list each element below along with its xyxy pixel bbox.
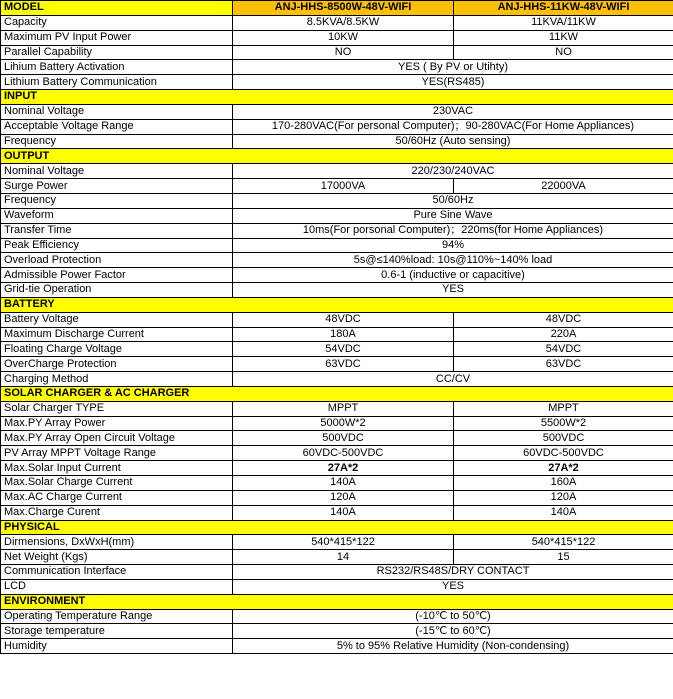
spec-label: Operating Temperature Range bbox=[1, 609, 233, 624]
spec-row bbox=[1, 134, 673, 149]
section-header-row bbox=[1, 297, 673, 312]
spec-value-span: 50/60Hz bbox=[233, 193, 673, 208]
spec-row bbox=[1, 327, 673, 342]
spec-label: Admissible Power Factor bbox=[1, 268, 233, 283]
spec-value-span: 5s@≤140%load: 10s@110%~140% load bbox=[233, 253, 673, 268]
section-header: ENVIRONMENT bbox=[1, 594, 673, 609]
spec-label: Storage temperature bbox=[1, 624, 233, 639]
spec-value-span: 0.6-1 (inductive or capacitive) bbox=[233, 268, 673, 283]
spec-label: Maximum PV Input Power bbox=[1, 30, 233, 45]
model-name-b: ANJ-HHS-11KW-48V-WIFI bbox=[454, 1, 673, 16]
spec-value-v1: 17000VA bbox=[233, 179, 454, 194]
spec-value-v2: 60VDC-500VDC bbox=[454, 446, 673, 461]
spec-value-span: 94% bbox=[233, 238, 673, 253]
spec-row bbox=[1, 609, 673, 624]
spec-label: Humidity bbox=[1, 639, 233, 654]
spec-value-span: YES bbox=[233, 579, 673, 594]
spec-row bbox=[1, 15, 673, 30]
spec-value-v2: 54VDC bbox=[454, 342, 673, 357]
spec-label: Peak Efficiency bbox=[1, 238, 233, 253]
spec-label: Dirmensions, DxWxH(mm) bbox=[1, 535, 233, 550]
spec-label: Communication Interface bbox=[1, 565, 233, 580]
spec-row bbox=[1, 624, 673, 639]
spec-value-v1: 54VDC bbox=[233, 342, 454, 357]
spec-value-span: (-10℃ to 50℃) bbox=[233, 609, 673, 624]
spec-row bbox=[1, 253, 673, 268]
spec-row bbox=[1, 550, 673, 565]
spec-row bbox=[1, 238, 673, 253]
spec-value-v2: 11KVA/11KW bbox=[454, 15, 673, 30]
spec-label: Transfer Time bbox=[1, 223, 233, 238]
spec-row bbox=[1, 30, 673, 45]
spec-value-v1: 140A bbox=[233, 505, 454, 520]
spec-value-v1: 120A bbox=[233, 490, 454, 505]
spec-value-v1: 8.5KVA/8.5KW bbox=[233, 15, 454, 30]
spec-label: Max.AC Charge Current bbox=[1, 490, 233, 505]
spec-label: Max.Solar Charge Current bbox=[1, 476, 233, 491]
spec-value-span: 50/60Hz (Auto sensing) bbox=[233, 134, 673, 149]
model-name-a: ANJ-HHS-8500W-48V-WIFI bbox=[233, 1, 454, 16]
spec-row bbox=[1, 45, 673, 60]
spec-value-v1: 5000W*2 bbox=[233, 416, 454, 431]
spec-row bbox=[1, 104, 673, 119]
spec-value-v1: 48VDC bbox=[233, 312, 454, 327]
spec-value-v1: 27A*2 bbox=[233, 461, 454, 476]
spec-row bbox=[1, 476, 673, 491]
spec-row bbox=[1, 401, 673, 416]
spec-value-span: 10ms(For porsonal Computer)；220ms(for Home Appliances) bbox=[233, 223, 673, 238]
spec-value-span: RS232/RS48S/DRY CONTACT bbox=[233, 565, 673, 580]
spec-row bbox=[1, 342, 673, 357]
spec-value-v2: MPPT bbox=[454, 401, 673, 416]
spec-label: Acceptable Voltage Range bbox=[1, 119, 233, 134]
spec-value-v1: 180A bbox=[233, 327, 454, 342]
spec-value-v2: 120A bbox=[454, 490, 673, 505]
section-header: INPUT bbox=[1, 90, 673, 105]
spec-row bbox=[1, 75, 673, 90]
spec-row bbox=[1, 446, 673, 461]
spec-row bbox=[1, 579, 673, 594]
spec-value-span: 220/230/240VAC bbox=[233, 164, 673, 179]
spec-value-v2: 15 bbox=[454, 550, 673, 565]
spec-label: Max.Solar Input Current bbox=[1, 461, 233, 476]
spec-label: Floating Charge Voltage bbox=[1, 342, 233, 357]
section-header: PHYSICAL bbox=[1, 520, 673, 535]
spec-value-v2: 63VDC bbox=[454, 357, 673, 372]
spec-value-v2: 27A*2 bbox=[454, 461, 673, 476]
spec-label: Maximum Discharge Current bbox=[1, 327, 233, 342]
section-header-row bbox=[1, 386, 673, 401]
spec-row bbox=[1, 357, 673, 372]
spec-value-v1: 63VDC bbox=[233, 357, 454, 372]
section-header-row bbox=[1, 594, 673, 609]
spec-value-v2: 11KW bbox=[454, 30, 673, 45]
spec-row bbox=[1, 60, 673, 75]
spec-label: Parallel Capability bbox=[1, 45, 233, 60]
spec-value-v1: 10KW bbox=[233, 30, 454, 45]
spec-row bbox=[1, 312, 673, 327]
spec-value-v2: 500VDC bbox=[454, 431, 673, 446]
spec-value-v1: 140A bbox=[233, 476, 454, 491]
spec-label: Capacity bbox=[1, 15, 233, 30]
section-header: BATTERY bbox=[1, 297, 673, 312]
section-header-row bbox=[1, 90, 673, 105]
spec-value-span: YES ( By PV or Utihty) bbox=[233, 60, 673, 75]
spec-label: Overload Protection bbox=[1, 253, 233, 268]
spec-table-body bbox=[1, 15, 673, 653]
spec-row bbox=[1, 208, 673, 223]
spec-label: Max.Charge Curent bbox=[1, 505, 233, 520]
spec-value-span: 5% to 95% Relative Humidity (Non-condensing) bbox=[233, 639, 673, 654]
spec-value-v2: 160A bbox=[454, 476, 673, 491]
spec-label: Charging Method bbox=[1, 372, 233, 387]
spec-label: Frequency bbox=[1, 193, 233, 208]
spec-label: Lithium Battery Communication bbox=[1, 75, 233, 90]
spec-value-v2: 220A bbox=[454, 327, 673, 342]
spec-value-v2: 140A bbox=[454, 505, 673, 520]
spec-value-v1: 540*415*122 bbox=[233, 535, 454, 550]
spec-label: LCD bbox=[1, 579, 233, 594]
spec-value-span: (-15℃ to 60℃) bbox=[233, 624, 673, 639]
spec-row bbox=[1, 565, 673, 580]
section-header-row bbox=[1, 149, 673, 164]
spec-label: Frequency bbox=[1, 134, 233, 149]
spec-value-v1: NO bbox=[233, 45, 454, 60]
spec-value-v1: MPPT bbox=[233, 401, 454, 416]
spec-label: Surge Power bbox=[1, 179, 233, 194]
spec-value-span: Pure Sine Wave bbox=[233, 208, 673, 223]
spec-row bbox=[1, 505, 673, 520]
spec-row bbox=[1, 431, 673, 446]
spec-row bbox=[1, 223, 673, 238]
spec-label: PV Array MPPT Voltage Range bbox=[1, 446, 233, 461]
spec-row bbox=[1, 639, 673, 654]
spec-row bbox=[1, 372, 673, 387]
spec-value-v2: 5500W*2 bbox=[454, 416, 673, 431]
spec-value-span: 230VAC bbox=[233, 104, 673, 119]
spec-label: Max.PY Array Power bbox=[1, 416, 233, 431]
section-header-row bbox=[1, 520, 673, 535]
spec-value-span: CC/CV bbox=[233, 372, 673, 387]
spec-value-v1: 14 bbox=[233, 550, 454, 565]
model-header-label: MODEL bbox=[1, 1, 233, 16]
spec-label: OverCharge Protection bbox=[1, 357, 233, 372]
spec-value-v1: 60VDC-500VDC bbox=[233, 446, 454, 461]
spec-value-span: 170-280VAC(For personal Computer)；90-280VAC(For Home Appliances) bbox=[233, 119, 673, 134]
spec-value-v2: 540*415*122 bbox=[454, 535, 673, 550]
spec-label: Solar Charger TYPE bbox=[1, 401, 233, 416]
spec-label: Battery Voltage bbox=[1, 312, 233, 327]
spec-label: Grid-tie Operation bbox=[1, 283, 233, 298]
spec-value-v2: NO bbox=[454, 45, 673, 60]
spec-row bbox=[1, 268, 673, 283]
spec-row bbox=[1, 490, 673, 505]
spec-row bbox=[1, 283, 673, 298]
spec-label: Net Weight (Kgs) bbox=[1, 550, 233, 565]
spec-row bbox=[1, 535, 673, 550]
spec-label: Nominal Voltage bbox=[1, 164, 233, 179]
spec-value-v2: 48VDC bbox=[454, 312, 673, 327]
spec-value-span: YES bbox=[233, 283, 673, 298]
spec-row bbox=[1, 461, 673, 476]
model-header-row bbox=[1, 1, 673, 16]
spec-label: Waveform bbox=[1, 208, 233, 223]
spec-row bbox=[1, 416, 673, 431]
spec-value-span: YES(RS485) bbox=[233, 75, 673, 90]
spec-row bbox=[1, 179, 673, 194]
spec-value-v2: 22000VA bbox=[454, 179, 673, 194]
section-header: OUTPUT bbox=[1, 149, 673, 164]
spec-row bbox=[1, 119, 673, 134]
spec-row bbox=[1, 164, 673, 179]
spec-label: Nominal Voltage bbox=[1, 104, 233, 119]
spec-value-v1: 500VDC bbox=[233, 431, 454, 446]
section-header: SOLAR CHARGER & AC CHARGER bbox=[1, 386, 673, 401]
spec-label: Max.PY Array Open Circuit Voltage bbox=[1, 431, 233, 446]
spec-row bbox=[1, 193, 673, 208]
spec-label: Lihium Battery Activation bbox=[1, 60, 233, 75]
